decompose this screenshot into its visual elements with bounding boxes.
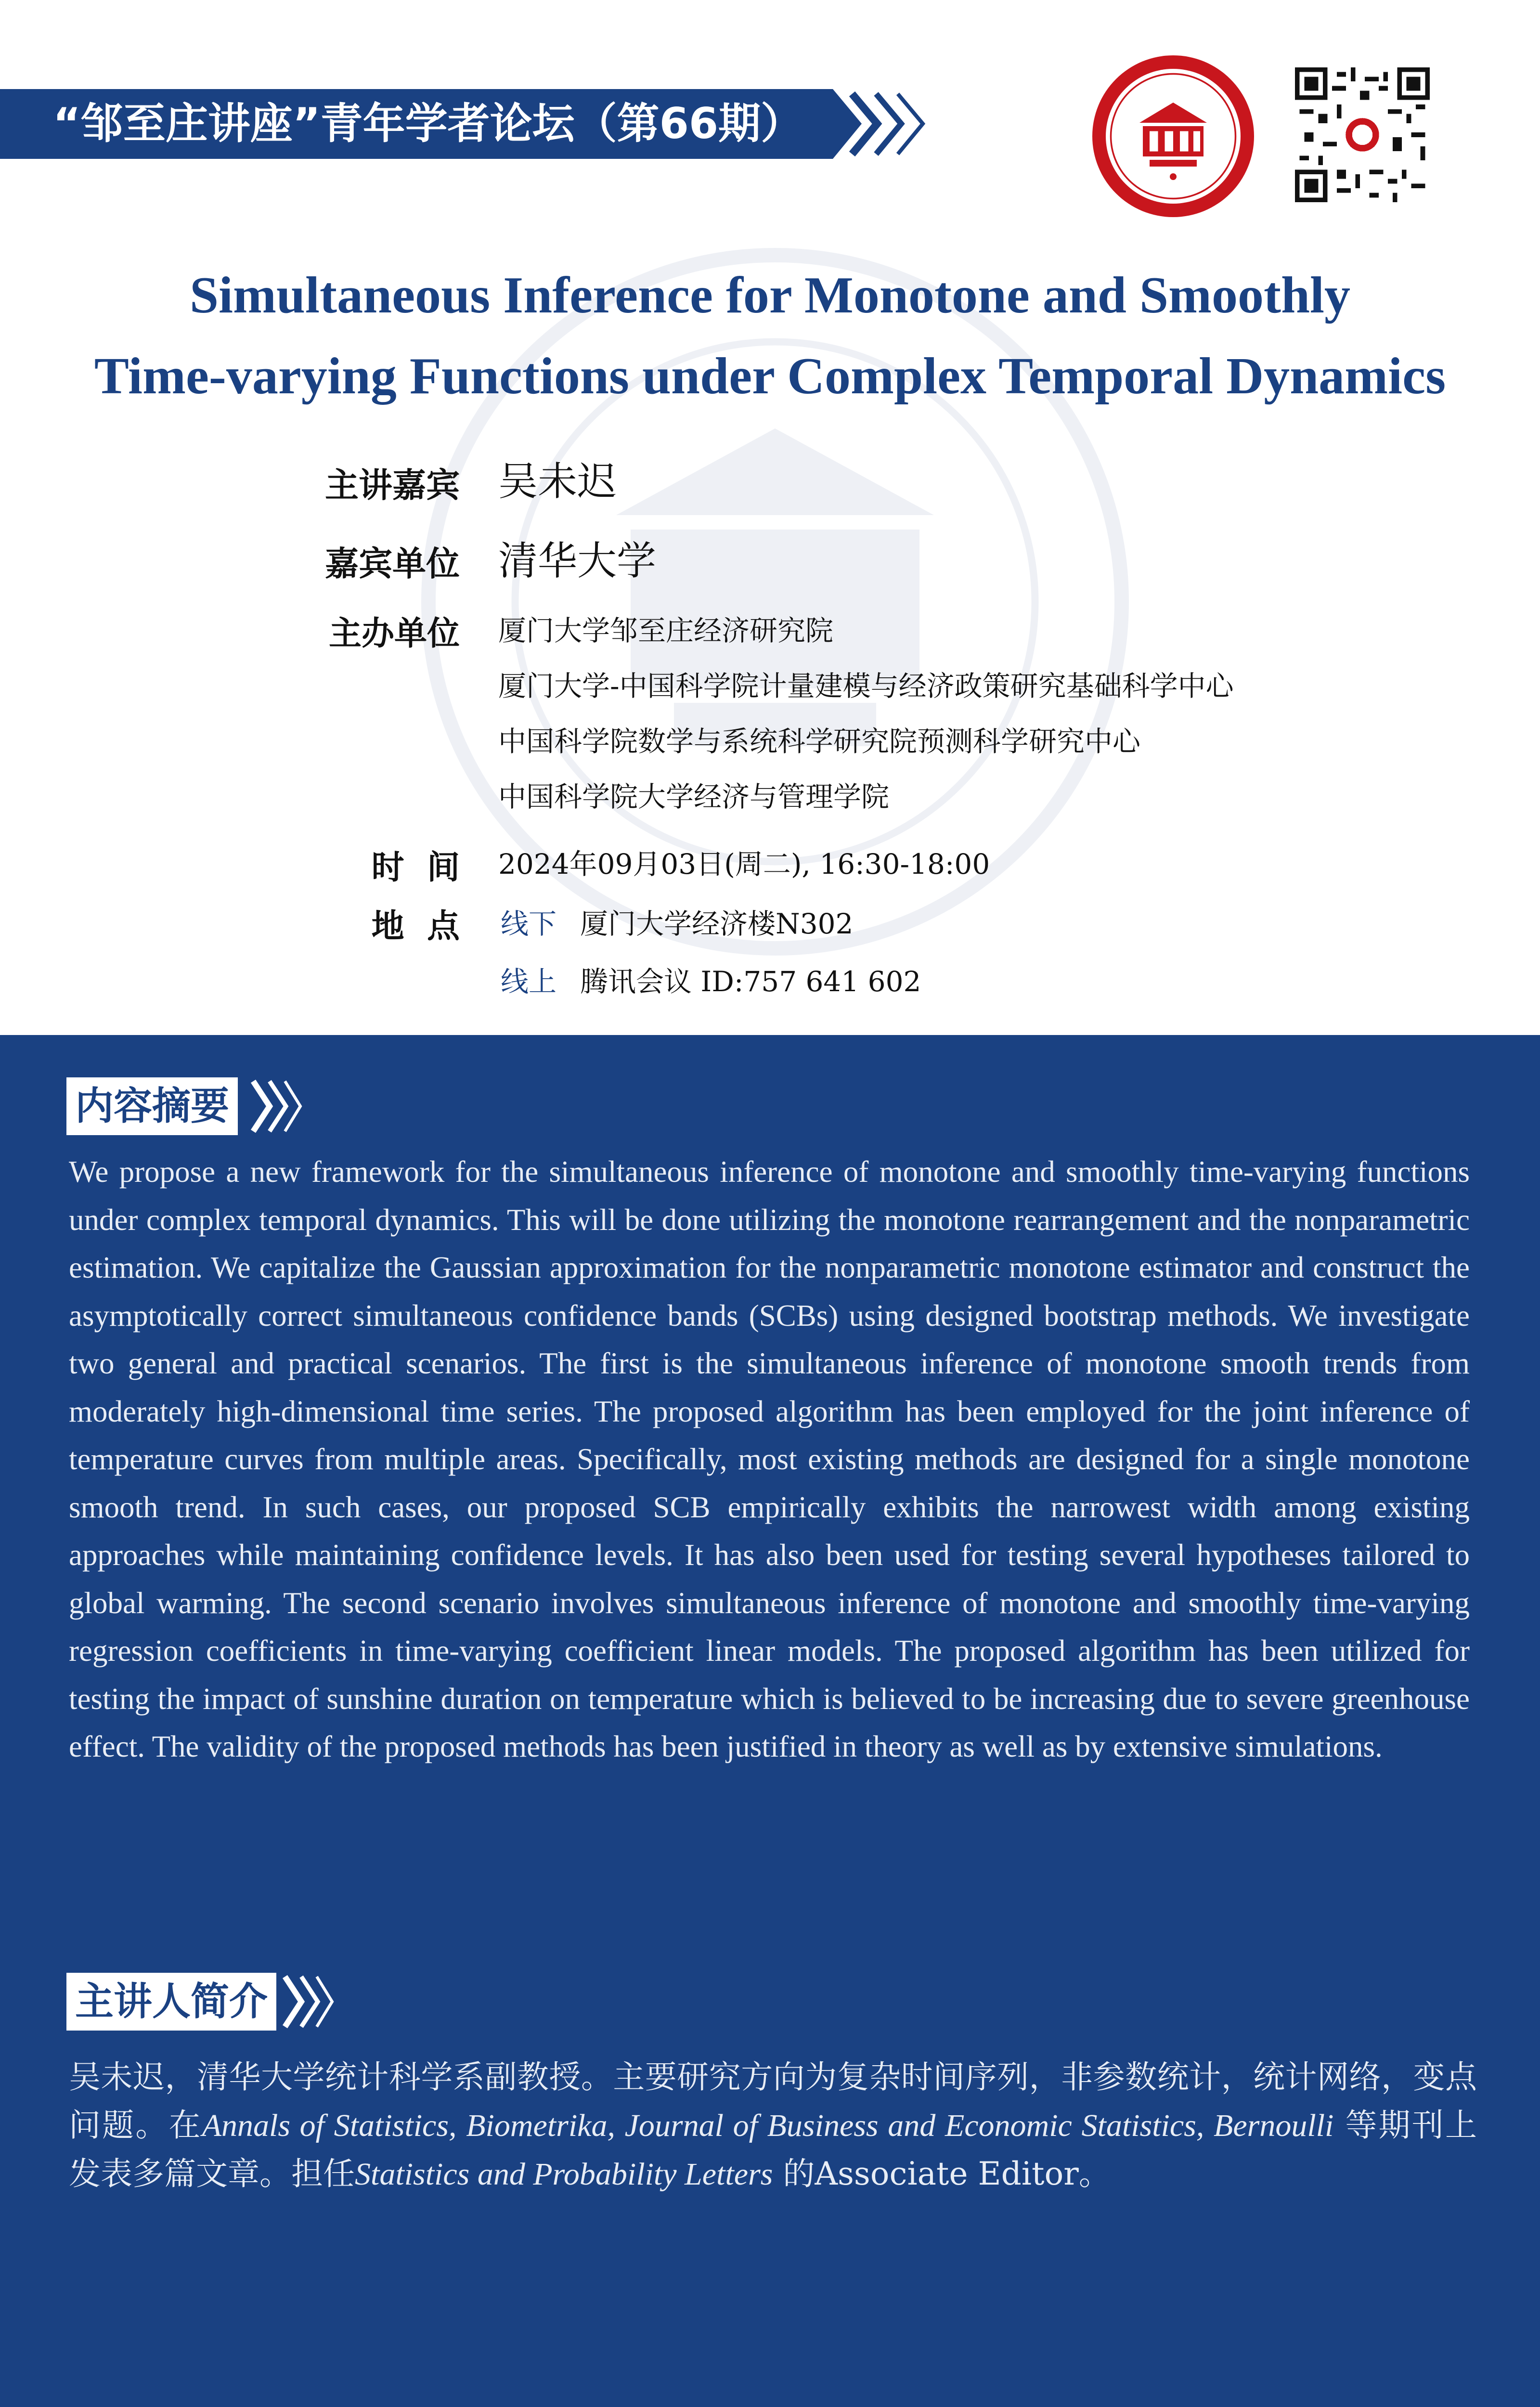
bio-part2: 等期刊上发表多篇文章。担任 bbox=[69, 2107, 1477, 2192]
abstract-text: We propose a new framework for the simultaneous inference of monotone and smoothly time-varying functions under complex temporal dynamics. This will be done utilizing the monotone rearrangement and the nonparametric estimation. We capitalize the Gaussian approximation for the nonparametric monotone estimator and construct the asymptotically correct simultaneous confidence bands (SCBs) using designed bootstrap methods. We investigate two general and practical scenarios. The first is the simultaneous inference of monotone smooth trends from moderately high-dimensional time series. The proposed algorithm has been employed for the joint inference of temperature curves from multiple areas. Specifically, most existing methods are designed for a single monotone smooth trend. In such cases, our proposed SCB empirically exhibits the narrowest width among existing approaches while maintaining confidence levels. It has also been used for testing several hypotheses tailored to global warming. The second scenario involves simultaneous inference of monotone and smoothly time-varying regression coefficients in time-varying coefficient linear models. The proposed algorithm has been utilized for testing the impact of sunshine duration on temperature which is believed to be increasing due to severe greenhouse effect. The validity of the proposed methods has been justified in theory as well as by extensive simulations. bbox=[69, 1155, 1470, 1763]
offline-label: 线下 bbox=[501, 907, 557, 940]
qr-code-icon bbox=[1295, 67, 1430, 202]
organizer-2: 厦门大学-中国科学院计量建模与经济政策研究基础科学中心 bbox=[498, 670, 1234, 702]
series-title: “邹至庄讲座”青年学者论坛（第66期） bbox=[53, 99, 803, 148]
bio-heading-label: 主讲人简介 bbox=[66, 1973, 276, 2031]
series-banner bbox=[0, 89, 915, 159]
affiliation-label: 嘉宾单位 bbox=[325, 544, 460, 583]
offline-venue: 厦门大学经济楼N302 bbox=[580, 907, 854, 940]
institute-logo-icon bbox=[1089, 52, 1257, 220]
online-meeting: 腾讯会议 ID:757 641 602 bbox=[580, 965, 921, 998]
organizer-4: 中国科学院大学经济与管理学院 bbox=[498, 780, 890, 813]
affiliation-value: 清华大学 bbox=[498, 538, 657, 584]
organizer-3: 中国科学院数学与系统科学研究院预测科学研究中心 bbox=[498, 725, 1141, 758]
time-label: 时 间 bbox=[371, 849, 460, 887]
time-value: 2024年09月03日(周二), 16:30-18:00 bbox=[498, 848, 990, 880]
bio-text bbox=[69, 2053, 1477, 2199]
organizer-label: 主办单位 bbox=[328, 615, 460, 653]
talk-title-line1: Simultaneous Inference for Monotone and Smoothly bbox=[189, 267, 1351, 324]
organizer-1: 厦门大学邹至庄经济研究院 bbox=[498, 614, 834, 647]
chevrons-icon bbox=[847, 89, 929, 159]
online-label: 线上 bbox=[501, 965, 557, 998]
header-section bbox=[0, 0, 1540, 1035]
bio-journals: Annals of Statistics, Biometrika, Journal of Business and Economic Statistics, Bernoulli bbox=[202, 2108, 1334, 2143]
speaker-name: 吴未迟 bbox=[498, 459, 617, 505]
talk-title-line2: Time-varying Functions under Complex Temporal Dynamics bbox=[94, 348, 1446, 405]
abstract-heading-label: 内容摘要 bbox=[66, 1077, 238, 1135]
chevrons-icon bbox=[282, 1973, 335, 2031]
speaker-label: 主讲嘉宾 bbox=[325, 466, 460, 505]
talk-title bbox=[19, 255, 1521, 417]
bio-part3: 的Associate Editor。 bbox=[773, 2155, 1111, 2192]
chevrons-icon bbox=[250, 1077, 303, 1135]
bio-journal2: Statistics and Probability Letters bbox=[355, 2157, 773, 2192]
place-label: 地 点 bbox=[371, 907, 460, 945]
bio-part1: 吴未迟，清华大学统计科学系副教授。主要研究方向为复杂时间序列，非参数统计，统计网络，变点问题。在 bbox=[69, 2058, 1477, 2144]
